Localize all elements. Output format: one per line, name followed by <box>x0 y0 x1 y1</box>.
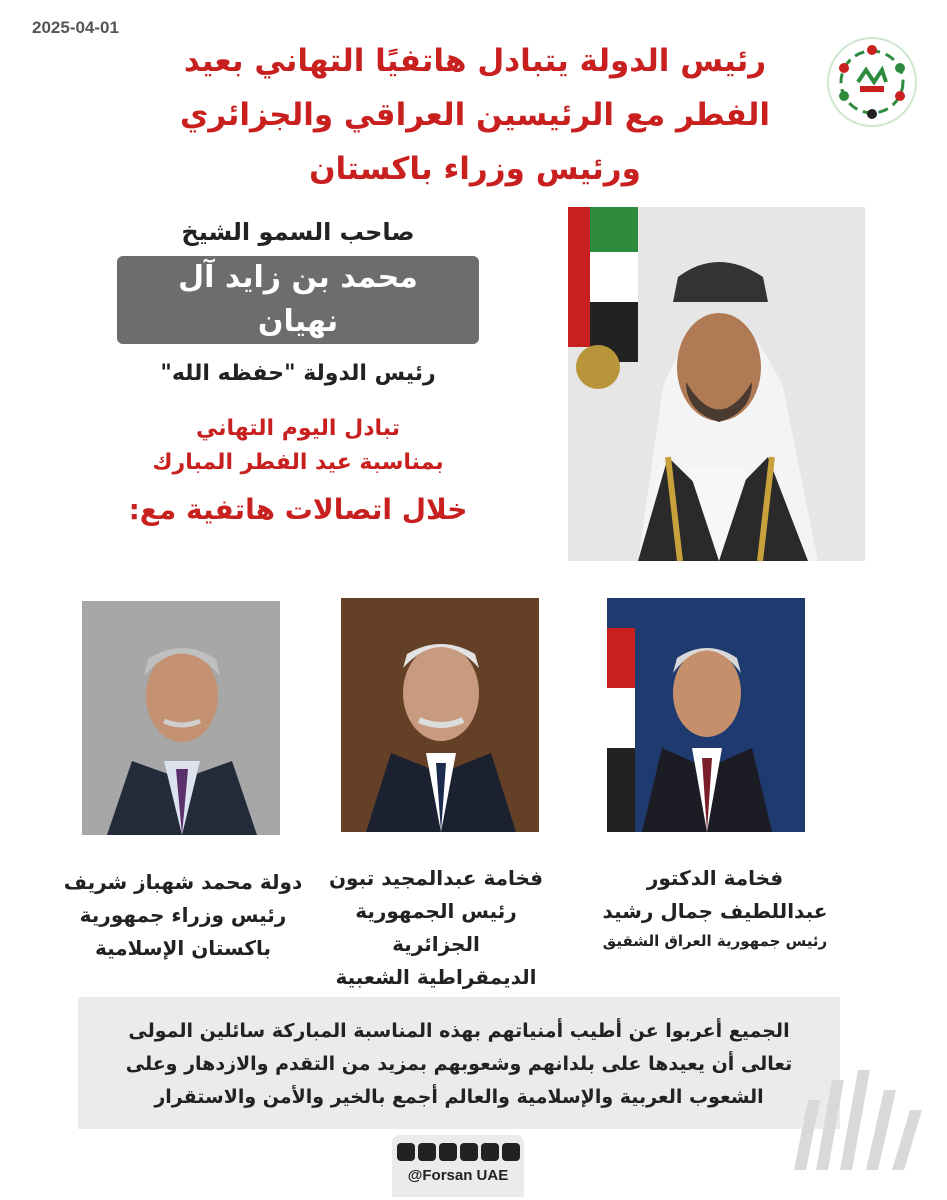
caption-line: دولة محمد شهباز شريف <box>63 870 303 894</box>
caption-line-small: رئيس جمهورية العراق الشقيق <box>602 932 828 950</box>
headline-line: ورئيس وزراء باكستان <box>309 151 641 187</box>
snapchat-icon[interactable] <box>397 1143 415 1161</box>
caption-line: الديمقراطية الشعبية <box>335 965 537 989</box>
youtube-icon[interactable] <box>502 1143 520 1161</box>
headline <box>150 34 800 196</box>
caption-line: رئيس وزراء جمهورية <box>79 903 287 927</box>
brand-footer <box>392 1135 524 1197</box>
main-role: رئيس الدولة "حفظه الله" <box>160 361 436 386</box>
intro-red-heading: خلال اتصالات هاتفية مع: <box>128 493 468 526</box>
message-line: الشعوب العربية والإسلامية والعالم أجمع بالخير والأمن والاستقرار <box>154 1086 764 1108</box>
forsan-logo <box>826 36 918 128</box>
publish-date: 2025-04-01 <box>32 18 119 37</box>
caption-pakistan <box>48 866 318 965</box>
intro-block <box>88 210 508 530</box>
portrait-pakistan <box>82 601 280 835</box>
message-line: الجميع أعربوا عن أطيب أمنياتهم بهذه المناسبة المباركة سائلين المولى <box>128 1020 790 1042</box>
caption-iraq <box>600 862 830 954</box>
portrait-iraq <box>607 598 805 832</box>
portrait-main <box>568 207 865 561</box>
caption-line: فخامة عبدالمجيد تبون <box>328 866 544 890</box>
caption-algeria <box>308 862 564 994</box>
decorative-marks <box>786 1060 936 1180</box>
caption-line: رئيس الجمهورية الجزائرية <box>355 899 517 956</box>
main-name-bar: محمد بن زايد آل نهيان <box>117 256 479 344</box>
caption-line: باكستان الإسلامية <box>95 936 271 960</box>
telegram-icon[interactable] <box>481 1143 499 1161</box>
caption-line: فخامة الدكتور <box>646 866 784 890</box>
caption-line: عبداللطيف جمال رشيد <box>602 899 828 923</box>
facebook-icon[interactable] <box>439 1143 457 1161</box>
brand-handle[interactable]: @Forsan UAE <box>407 1167 509 1184</box>
intro-red-line: بمناسبة عيد الفطر المبارك <box>152 450 444 475</box>
social-icons <box>392 1135 524 1167</box>
portrait-algeria <box>341 598 539 832</box>
instagram-icon[interactable] <box>418 1143 436 1161</box>
headline-line: الفطر مع الرئيسين العراقي والجزائري <box>180 97 770 133</box>
headline-line: رئيس الدولة يتبادل هاتفيًا التهاني بعيد <box>183 43 767 79</box>
honorific: صاحب السمو الشيخ <box>181 218 415 246</box>
x-icon[interactable] <box>460 1143 478 1161</box>
message-panel <box>78 997 840 1129</box>
intro-red-line: تبادل اليوم التهاني <box>196 416 400 441</box>
message-line: تعالى أن يعيدها على بلدانهم وشعوبهم بمزيد من التقدم والازدهار وعلى <box>125 1053 793 1075</box>
